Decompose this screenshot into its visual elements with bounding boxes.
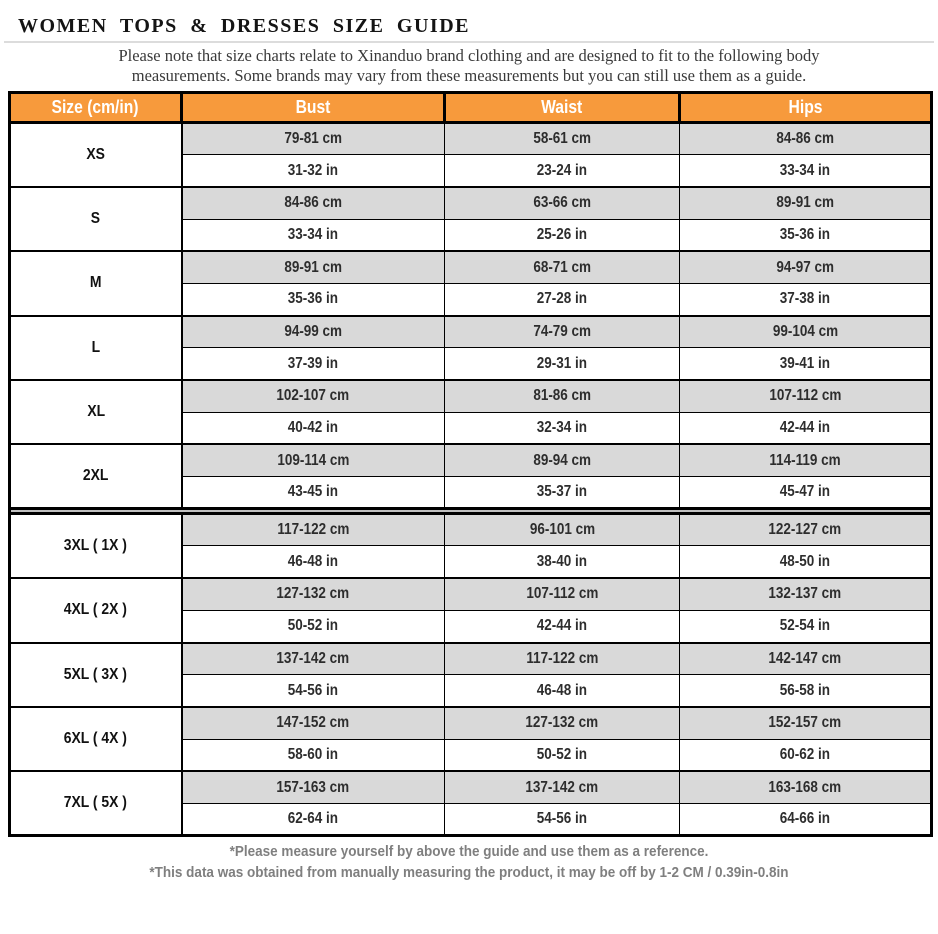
hips-cm-cell-value: 114-119 cm (769, 451, 841, 469)
intro-note-line2: measurements. Some brands may vary from these measurements but you can still use them as a guide. (131, 66, 807, 85)
hips-cm-cell-value: 89-91 cm (776, 194, 834, 212)
hips-cm-cell (680, 380, 932, 412)
table-row-cm (10, 578, 932, 610)
hips-cm-cell-value: 142-147 cm (768, 649, 842, 667)
size-label (10, 578, 182, 642)
waist-in-cell (445, 675, 680, 707)
hips-cm-cell-value: 163-168 cm (768, 778, 842, 796)
hips-in-cell (680, 803, 932, 835)
bust-in-cell-value: 50-52 in (288, 617, 339, 635)
table-row-cm (10, 123, 932, 155)
column-header-size-label: Size (cm/in) (51, 97, 140, 117)
hips-in-cell (680, 155, 932, 187)
waist-cm-cell (445, 251, 680, 283)
waist-cm-cell (445, 578, 680, 610)
hips-cm-cell (680, 444, 932, 476)
waist-cm-cell-value: 63-66 cm (533, 194, 591, 212)
waist-cm-cell-value: 89-94 cm (533, 451, 591, 469)
waist-cm-cell (445, 514, 680, 546)
table-row-cm (10, 444, 932, 476)
waist-cm-cell-value: 68-71 cm (533, 258, 591, 276)
waist-cm-cell-value: 58-61 cm (533, 130, 591, 148)
bust-in-cell-value: 62-64 in (288, 810, 339, 828)
footnote-line2: *This data was obtained from manually measuring the product, it may be off by 1-2 CM / 0.39in-0.8in (149, 864, 789, 882)
table-row-cm (10, 380, 932, 412)
waist-cm-cell (445, 707, 680, 739)
hips-in-cell-value: 48-50 in (779, 552, 831, 570)
bust-cm-cell (182, 444, 445, 476)
column-header-bust-label: Bust (295, 97, 331, 117)
waist-cm-cell (445, 123, 680, 155)
size-label (10, 316, 182, 380)
size-label (10, 643, 182, 707)
bust-in-cell (182, 477, 445, 509)
page-title: WOMEN TOPS & DRESSES SIZE GUIDE (18, 15, 470, 37)
table-header-row (10, 93, 932, 123)
size-chart-table (8, 91, 933, 837)
bust-cm-cell (182, 380, 445, 412)
waist-in-cell (445, 803, 680, 835)
hips-in-cell-value: 35-36 in (779, 225, 831, 243)
hips-in-cell (680, 219, 932, 251)
waist-cm-cell (445, 187, 680, 219)
bust-in-cell (182, 348, 445, 380)
column-header-bust (182, 93, 445, 123)
bust-cm-cell-value: 89-91 cm (284, 258, 343, 276)
hips-in-cell-value: 39-41 in (779, 354, 831, 372)
waist-in-cell-value: 38-40 in (536, 552, 588, 570)
bust-in-cell (182, 283, 445, 315)
waist-in-cell-value: 25-26 in (536, 225, 588, 243)
hips-cm-cell (680, 578, 932, 610)
waist-in-cell (445, 219, 680, 251)
hips-cm-cell-value: 84-86 cm (776, 130, 834, 148)
waist-cm-cell-value: 137-142 cm (525, 778, 599, 796)
table-row-cm (10, 187, 932, 219)
table-row-cm (10, 771, 932, 803)
size-label-value: 4XL ( 2X ) (64, 601, 128, 619)
waist-cm-cell-value: 117-122 cm (526, 649, 598, 667)
table-row-cm (10, 251, 932, 283)
bust-cm-cell-value: 117-122 cm (277, 521, 350, 539)
hips-in-cell-value: 52-54 in (779, 617, 831, 635)
hips-in-cell (680, 477, 932, 509)
size-label (10, 444, 182, 508)
bust-in-cell-value: 33-34 in (288, 225, 339, 243)
waist-cm-cell (445, 771, 680, 803)
column-header-waist (445, 93, 680, 123)
table-row-cm (10, 643, 932, 675)
hips-cm-cell-value: 122-127 cm (768, 521, 842, 539)
bust-in-cell (182, 546, 445, 578)
waist-cm-cell (445, 316, 680, 348)
bust-cm-cell (182, 316, 445, 348)
waist-cm-cell (445, 444, 680, 476)
bust-cm-cell (182, 123, 445, 155)
column-header-size (10, 93, 182, 123)
column-header-hips-label: Hips (788, 97, 823, 117)
size-label (10, 771, 182, 835)
bust-cm-cell (182, 514, 445, 546)
bust-in-cell-value: 46-48 in (288, 552, 339, 570)
size-label-value: 7XL ( 5X ) (64, 794, 128, 812)
waist-in-cell-value: 29-31 in (536, 354, 588, 372)
bust-in-cell-value: 43-45 in (288, 483, 339, 501)
waist-in-cell-value: 35-37 in (536, 483, 588, 501)
bust-cm-cell-value: 127-132 cm (276, 585, 350, 603)
size-label-value: 2XL (82, 467, 109, 485)
size-label-value: XL (86, 403, 105, 421)
bust-in-cell-value: 54-56 in (288, 681, 339, 699)
waist-in-cell-value: 46-48 in (536, 681, 588, 699)
column-header-waist-label: Waist (541, 97, 583, 117)
bust-cm-cell-value: 157-163 cm (276, 778, 350, 796)
size-label (10, 707, 182, 771)
waist-in-cell (445, 348, 680, 380)
title-divider (4, 41, 934, 43)
waist-cm-cell (445, 380, 680, 412)
bust-in-cell (182, 155, 445, 187)
waist-in-cell-value: 54-56 in (536, 810, 588, 828)
hips-in-cell-value: 45-47 in (779, 483, 831, 501)
intro-note-line1: Please note that size charts relate to Xinanduo brand clothing and are designed to fit to the following body (118, 46, 820, 65)
bust-in-cell (182, 610, 445, 642)
bust-cm-cell-value: 102-107 cm (276, 387, 350, 405)
hips-in-cell (680, 739, 932, 771)
waist-in-cell (445, 739, 680, 771)
table-row-cm (10, 707, 932, 739)
waist-cm-cell-value: 127-132 cm (525, 714, 599, 732)
hips-cm-cell-value: 132-137 cm (768, 585, 842, 603)
bust-cm-cell (182, 187, 445, 219)
waist-in-cell-value: 23-24 in (536, 161, 588, 179)
bust-cm-cell-value: 94-99 cm (284, 322, 343, 340)
bust-in-cell (182, 412, 445, 444)
bust-in-cell (182, 219, 445, 251)
waist-cm-cell-value: 96-101 cm (529, 521, 595, 539)
waist-cm-cell-value: 74-79 cm (533, 322, 591, 340)
hips-cm-cell (680, 251, 932, 283)
waist-in-cell-value: 27-28 in (536, 290, 588, 308)
waist-cm-cell (445, 643, 680, 675)
bust-in-cell-value: 37-39 in (288, 354, 339, 372)
bust-in-cell-value: 58-60 in (288, 745, 339, 763)
hips-cm-cell (680, 316, 932, 348)
size-label-value: XS (86, 145, 106, 163)
bust-cm-cell-value: 147-152 cm (276, 714, 350, 732)
hips-cm-cell-value: 152-157 cm (768, 714, 842, 732)
hips-in-cell-value: 33-34 in (779, 161, 831, 179)
waist-cm-cell-value: 107-112 cm (526, 585, 598, 603)
size-label-value: 3XL ( 1X ) (64, 537, 128, 555)
hips-cm-cell (680, 187, 932, 219)
hips-cm-cell-value: 107-112 cm (769, 387, 841, 405)
hips-cm-cell (680, 771, 932, 803)
bust-in-cell-value: 35-36 in (288, 290, 339, 308)
bust-in-cell (182, 803, 445, 835)
hips-in-cell-value: 37-38 in (779, 290, 831, 308)
hips-cm-cell (680, 123, 932, 155)
waist-in-cell (445, 546, 680, 578)
bust-in-cell-value: 40-42 in (288, 419, 339, 437)
hips-in-cell-value: 42-44 in (779, 419, 831, 437)
hips-cm-cell (680, 707, 932, 739)
waist-in-cell (445, 610, 680, 642)
size-label-value: M (89, 274, 102, 292)
waist-in-cell (445, 283, 680, 315)
hips-in-cell-value: 60-62 in (779, 745, 831, 763)
hips-cm-cell (680, 643, 932, 675)
waist-cm-cell-value: 81-86 cm (533, 387, 591, 405)
bust-cm-cell (182, 251, 445, 283)
hips-cm-cell (680, 514, 932, 546)
hips-in-cell (680, 675, 932, 707)
size-label (10, 380, 182, 444)
bust-in-cell (182, 675, 445, 707)
waist-in-cell-value: 32-34 in (536, 419, 588, 437)
waist-in-cell (445, 412, 680, 444)
hips-cm-cell-value: 99-104 cm (772, 322, 838, 340)
footnote-line1: *Please measure yourself by above the guide and use them as a reference. (229, 843, 709, 861)
bust-in-cell-value: 31-32 in (288, 161, 339, 179)
bust-cm-cell (182, 771, 445, 803)
hips-in-cell (680, 283, 932, 315)
bust-in-cell (182, 739, 445, 771)
size-label (10, 187, 182, 251)
bust-cm-cell-value: 137-142 cm (276, 649, 350, 667)
size-label-value: 6XL ( 4X ) (64, 730, 128, 748)
bust-cm-cell (182, 643, 445, 675)
column-header-hips (680, 93, 932, 123)
hips-in-cell (680, 348, 932, 380)
size-label-value: S (91, 210, 101, 228)
waist-in-cell (445, 155, 680, 187)
size-label (10, 123, 182, 187)
hips-in-cell (680, 412, 932, 444)
size-label-value: L (91, 338, 101, 356)
hips-in-cell (680, 610, 932, 642)
size-label (10, 251, 182, 315)
hips-cm-cell-value: 94-97 cm (776, 258, 834, 276)
bust-cm-cell-value: 79-81 cm (284, 130, 343, 148)
bust-cm-cell-value: 84-86 cm (284, 194, 343, 212)
size-label-value: 5XL ( 3X ) (64, 665, 128, 683)
waist-in-cell (445, 477, 680, 509)
bust-cm-cell (182, 707, 445, 739)
hips-in-cell-value: 64-66 in (779, 810, 831, 828)
table-row-cm (10, 514, 932, 546)
hips-in-cell-value: 56-58 in (779, 681, 831, 699)
bust-cm-cell (182, 578, 445, 610)
size-label (10, 514, 182, 578)
bust-cm-cell-value: 109-114 cm (277, 451, 350, 469)
waist-in-cell-value: 50-52 in (536, 745, 588, 763)
waist-in-cell-value: 42-44 in (536, 617, 588, 635)
table-row-cm (10, 316, 932, 348)
hips-in-cell (680, 546, 932, 578)
